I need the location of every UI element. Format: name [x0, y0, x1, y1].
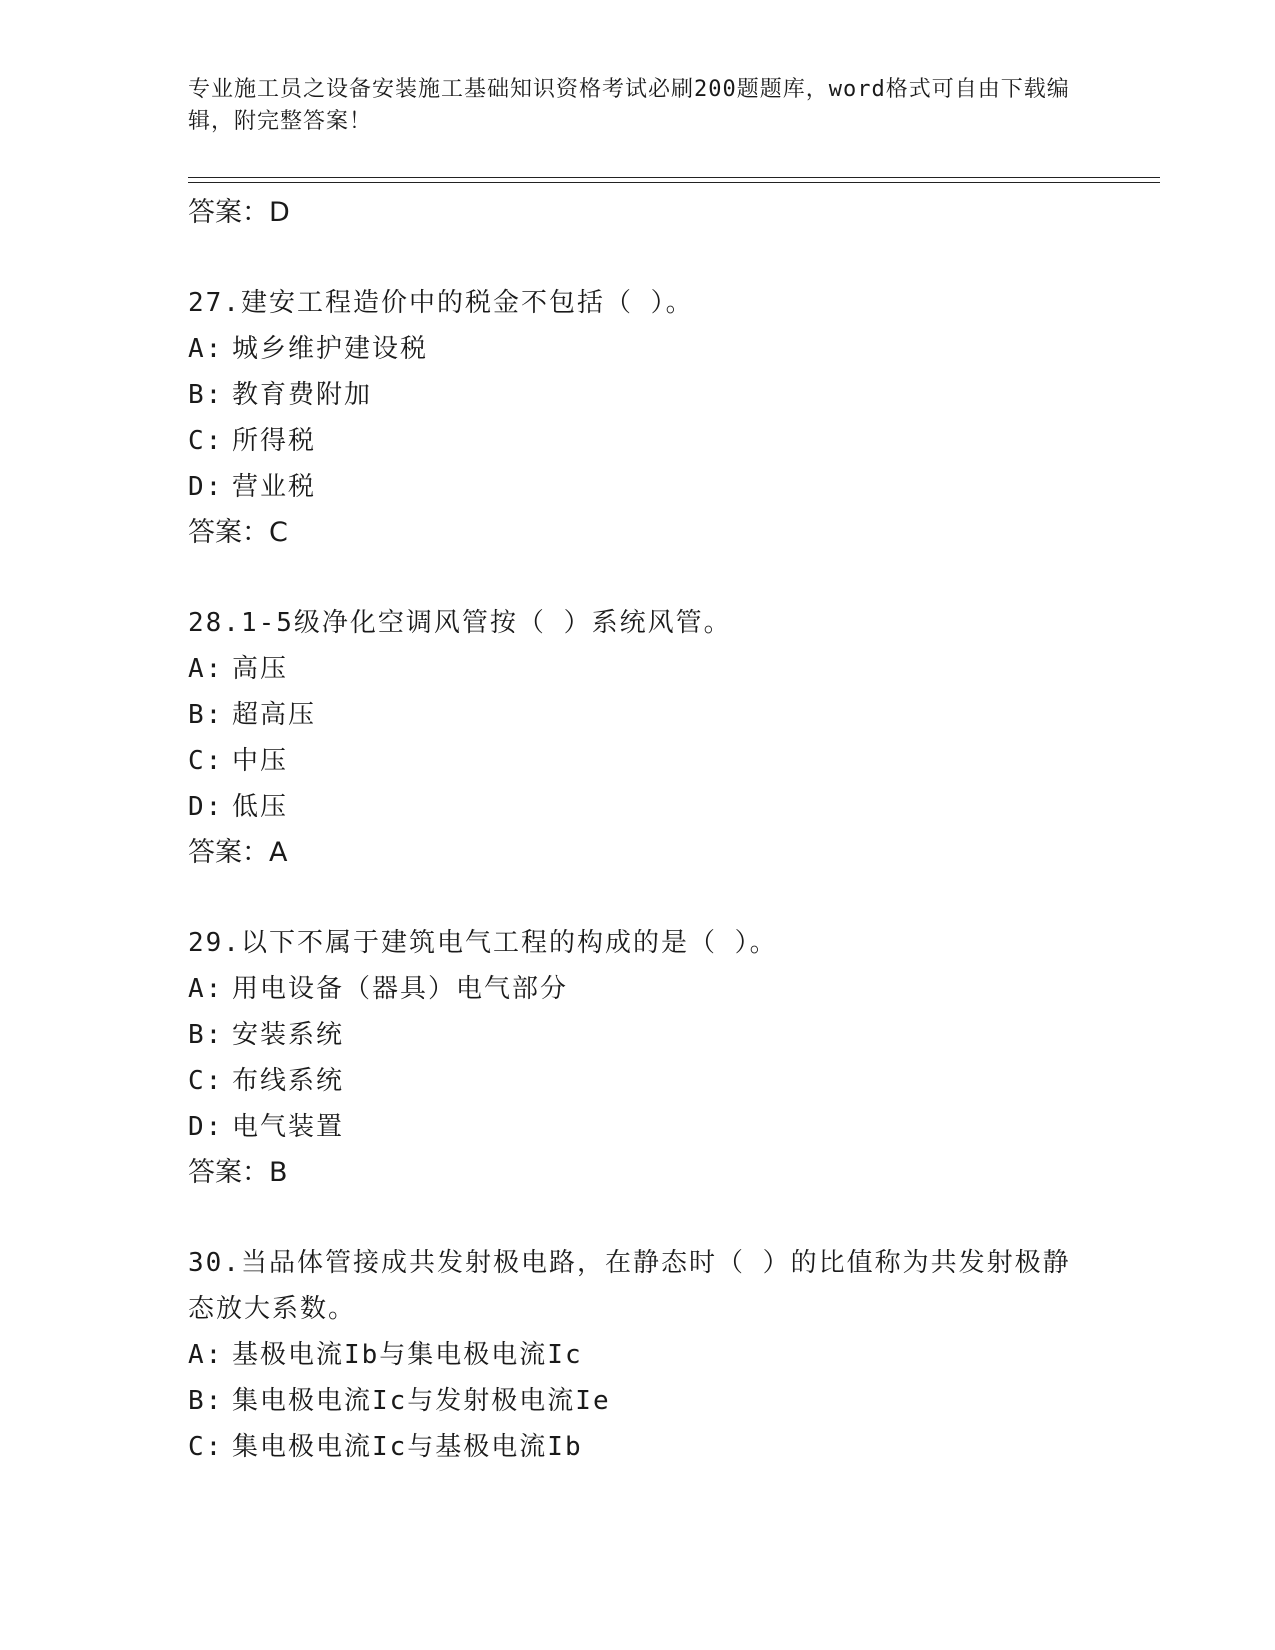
- question-list: [188, 190, 1088, 1470]
- option-item: [188, 1012, 1088, 1058]
- answer-line: 答案：C: [188, 517, 288, 548]
- option-text: 集电极电流Ic与基极电流Ib: [232, 1432, 583, 1462]
- answer-line: 答案：D: [188, 197, 290, 228]
- option-item: [188, 738, 1088, 784]
- option-label: B:: [188, 1020, 224, 1050]
- option-item: [188, 372, 1088, 418]
- option-label: D:: [188, 792, 224, 822]
- option-item: [188, 418, 1088, 464]
- option-item: [188, 966, 1088, 1012]
- option-label: C:: [188, 746, 224, 776]
- option-text: 超高压: [232, 700, 317, 730]
- answer-line: 答案：B: [188, 1157, 288, 1188]
- option-text: 集电极电流Ic与发射极电流Ie: [232, 1386, 611, 1416]
- option-label: A:: [188, 334, 224, 364]
- option-label: A:: [188, 974, 224, 1004]
- option-label: C:: [188, 1432, 224, 1462]
- option-text: 高压: [232, 654, 289, 684]
- page-header: 专业施工员之设备安装施工基础知识资格考试必刷200题题库，word格式可自由下载编辑，附完整答案！: [188, 77, 1070, 134]
- option-label: B:: [188, 1386, 224, 1416]
- option-label: C:: [188, 1066, 224, 1096]
- option-label: D:: [188, 1112, 224, 1142]
- option-item: [188, 326, 1088, 372]
- block-spacer: [188, 876, 1088, 920]
- answer-line: 答案：A: [188, 837, 288, 868]
- question-text: 27.建安工程造价中的税金不包括（ ）。: [188, 288, 694, 318]
- question-text: 30.当品体管接成共发射极电路，在静态时（ ）的比值称为共发射极静态放大系数。: [188, 1248, 1071, 1324]
- option-item: [188, 784, 1088, 830]
- option-item: [188, 464, 1088, 510]
- block-spacer: [188, 556, 1088, 600]
- option-text: 电气装置: [232, 1112, 345, 1142]
- option-item: [188, 1332, 1088, 1378]
- option-label: B:: [188, 700, 224, 730]
- option-label: A:: [188, 1340, 224, 1370]
- option-label: A:: [188, 654, 224, 684]
- option-item: [188, 1058, 1088, 1104]
- option-text: 所得税: [232, 426, 317, 456]
- option-item: [188, 1104, 1088, 1150]
- option-text: 安装系统: [232, 1020, 345, 1050]
- option-item: [188, 1378, 1088, 1424]
- header-divider-bottom: [188, 182, 1160, 183]
- question-text: 29.以下不属于建筑电气工程的构成的是（ ）。: [188, 928, 778, 958]
- option-text: 城乡维护建设税: [232, 334, 429, 364]
- option-label: B:: [188, 380, 224, 410]
- block-spacer: [188, 236, 1088, 280]
- option-text: 教育费附加: [232, 380, 373, 410]
- header-divider-top: [188, 177, 1160, 178]
- option-item: [188, 692, 1088, 738]
- question-text: 28.1-5级净化空调风管按（ ）系统风管。: [188, 608, 732, 638]
- option-text: 中压: [232, 746, 289, 776]
- option-label: D:: [188, 472, 224, 502]
- option-text: 布线系统: [232, 1066, 345, 1096]
- option-text: 低压: [232, 792, 289, 822]
- option-text: 基极电流Ib与集电极电流Ic: [232, 1340, 583, 1370]
- option-item: [188, 646, 1088, 692]
- block-spacer: [188, 1196, 1088, 1240]
- option-item: [188, 1424, 1088, 1470]
- option-label: C:: [188, 426, 224, 456]
- option-text: 营业税: [232, 472, 317, 502]
- option-text: 用电设备（器具）电气部分: [232, 974, 569, 1004]
